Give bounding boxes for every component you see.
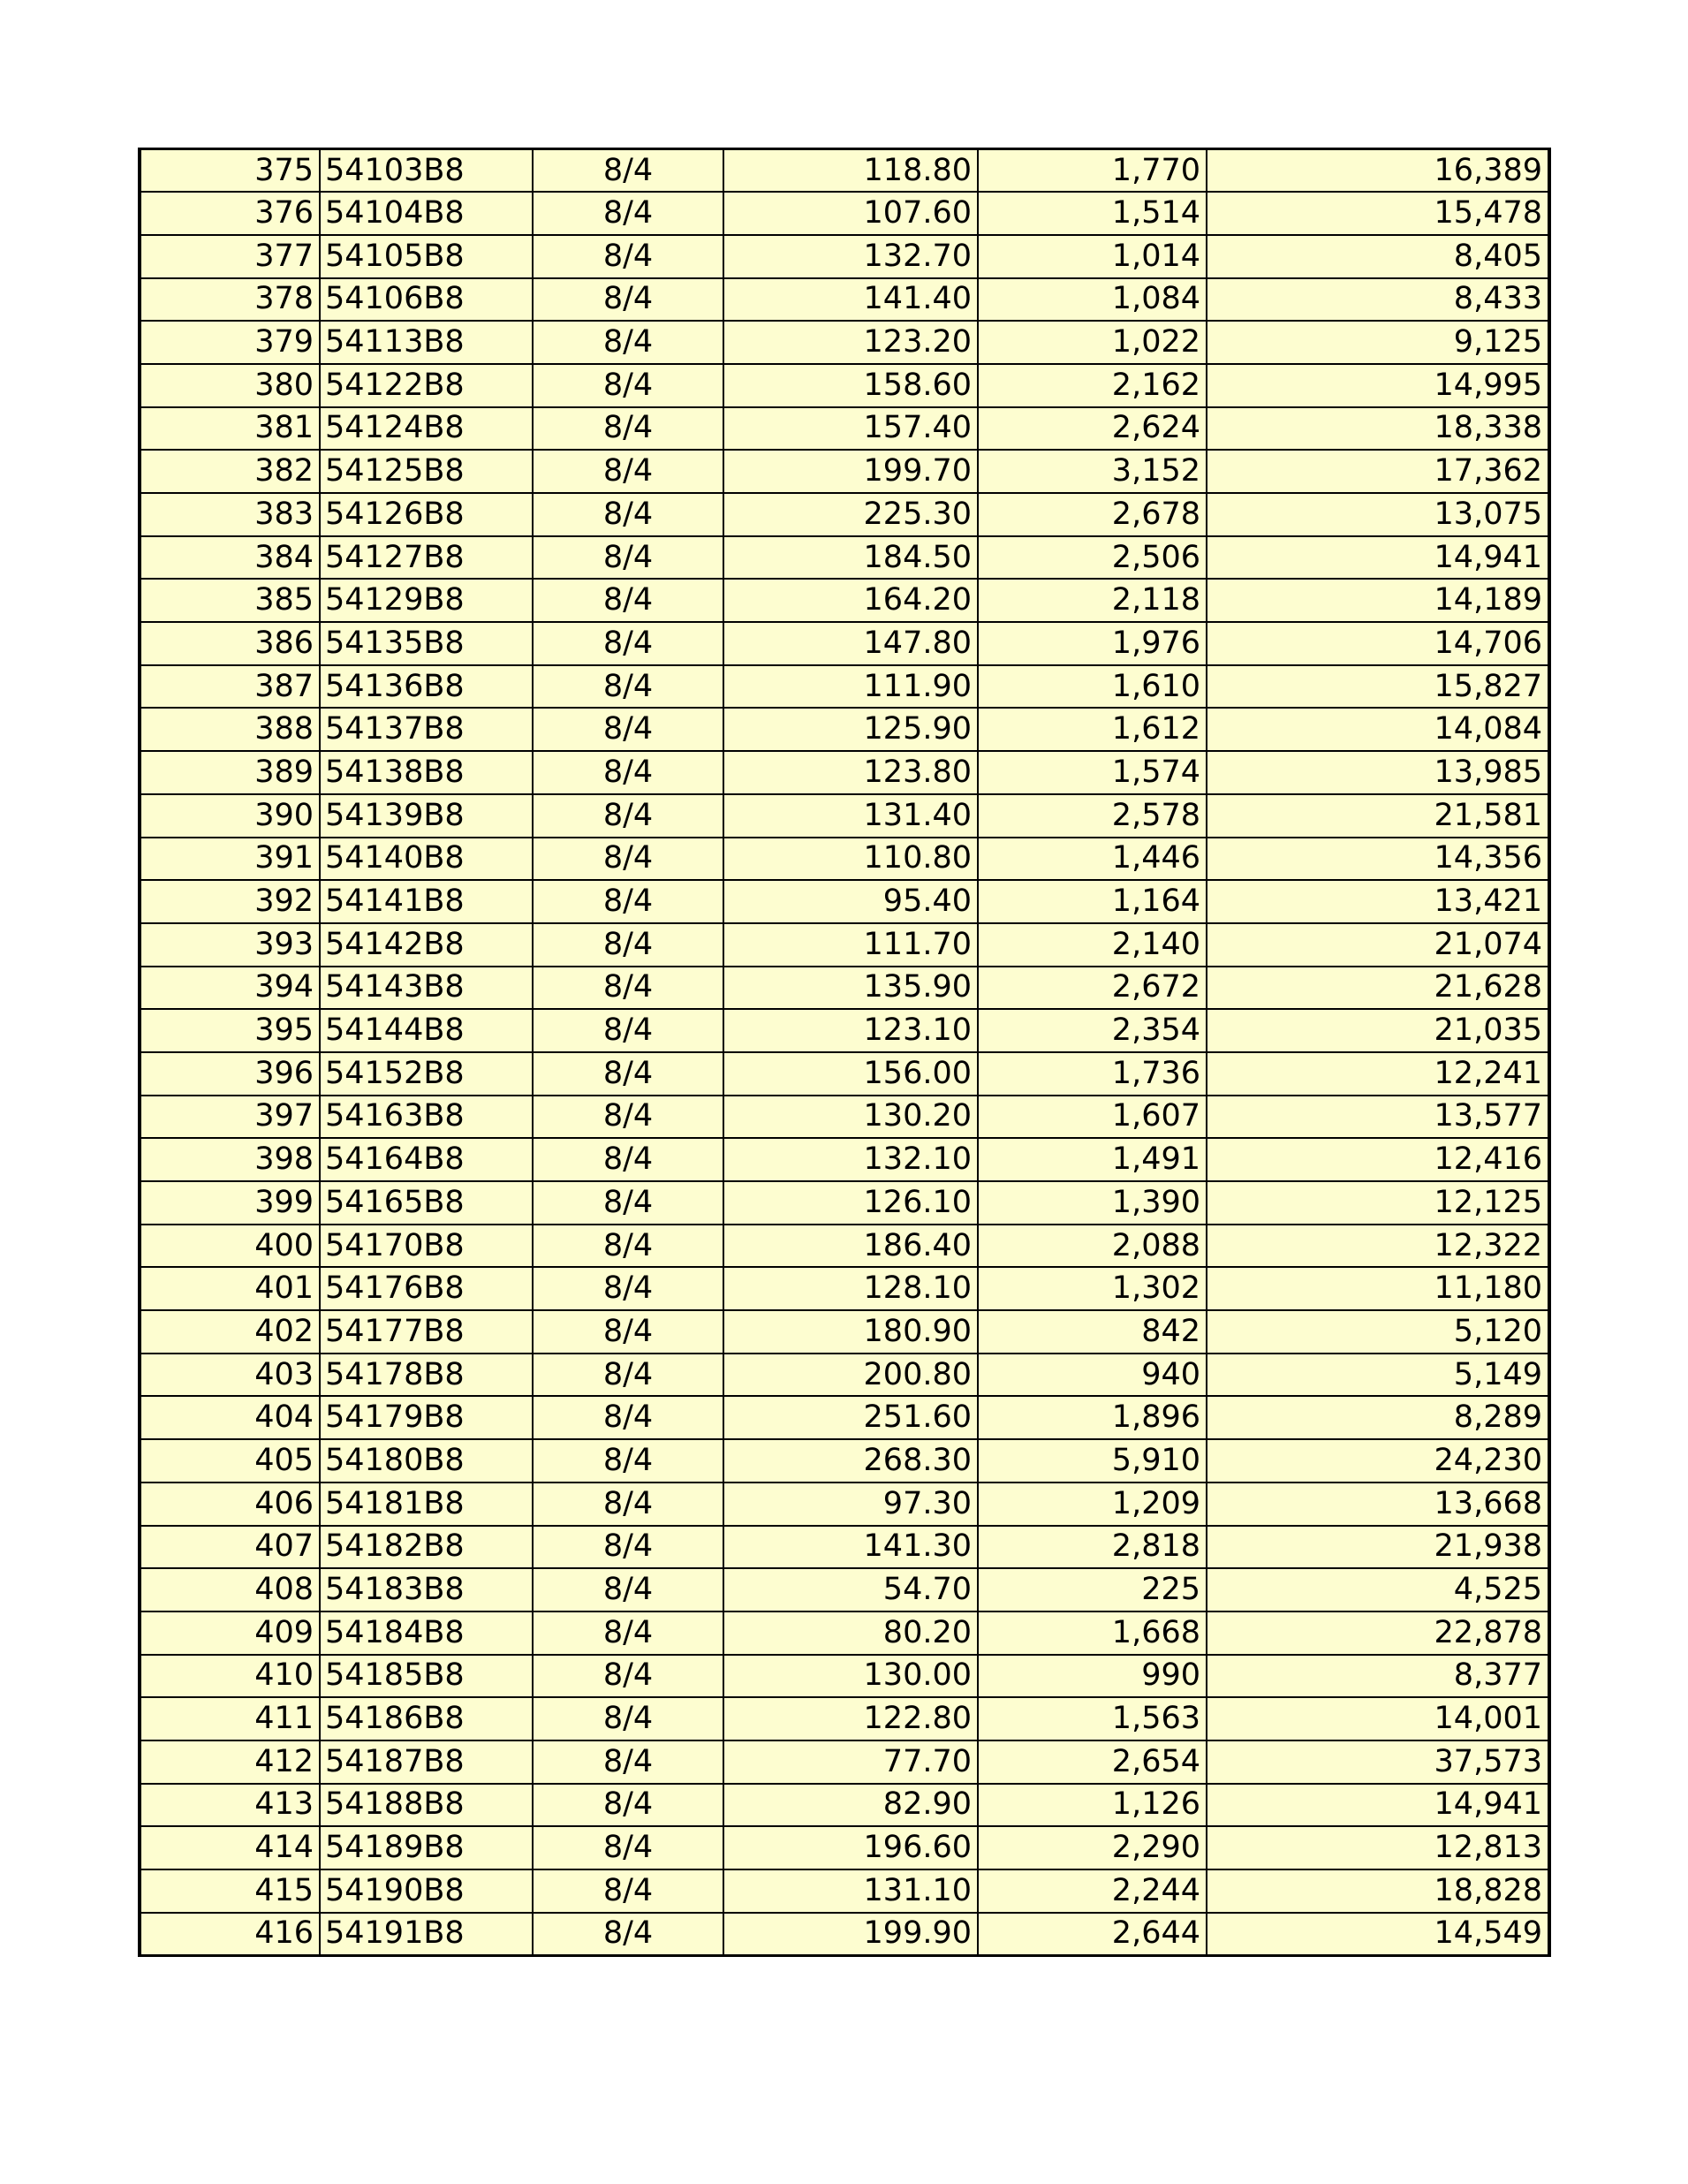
value-c-cell: 14,356 [1207, 838, 1549, 881]
value-b-cell: 1,302 [978, 1267, 1207, 1310]
item-id-cell: 54136B8 [320, 665, 533, 709]
size-cell: 8/4 [533, 1869, 723, 1913]
value-b-cell: 1,668 [978, 1611, 1207, 1655]
row-number-cell: 409 [140, 1611, 320, 1655]
value-a-cell: 111.70 [723, 923, 978, 967]
size-cell: 8/4 [533, 493, 723, 536]
row-number-cell: 397 [140, 1096, 320, 1139]
row-number-cell: 405 [140, 1439, 320, 1483]
item-id-cell: 54135B8 [320, 622, 533, 665]
table-row [140, 1138, 1549, 1181]
value-c-cell: 21,581 [1207, 794, 1549, 838]
value-b-cell: 225 [978, 1568, 1207, 1611]
value-b-cell: 1,563 [978, 1697, 1207, 1740]
table-row [140, 536, 1549, 580]
table-row [140, 1526, 1549, 1569]
value-a-cell: 184.50 [723, 536, 978, 580]
value-a-cell: 97.30 [723, 1483, 978, 1526]
value-c-cell: 21,628 [1207, 967, 1549, 1010]
item-id-cell: 54113B8 [320, 321, 533, 364]
value-b-cell: 1,736 [978, 1052, 1207, 1096]
item-id-cell: 54138B8 [320, 751, 533, 794]
value-c-cell: 15,478 [1207, 192, 1549, 235]
value-b-cell: 2,118 [978, 579, 1207, 622]
table-row [140, 450, 1549, 493]
value-a-cell: 130.20 [723, 1096, 978, 1139]
row-number-cell: 375 [140, 149, 320, 193]
value-a-cell: 131.10 [723, 1869, 978, 1913]
size-cell: 8/4 [533, 1697, 723, 1740]
value-c-cell: 17,362 [1207, 450, 1549, 493]
row-number-cell: 384 [140, 536, 320, 580]
row-number-cell: 396 [140, 1052, 320, 1096]
value-a-cell: 141.40 [723, 278, 978, 322]
value-a-cell: 126.10 [723, 1181, 978, 1225]
table-row [140, 1784, 1549, 1827]
value-c-cell: 13,075 [1207, 493, 1549, 536]
value-b-cell: 3,152 [978, 450, 1207, 493]
value-c-cell: 14,001 [1207, 1697, 1549, 1740]
value-c-cell: 12,125 [1207, 1181, 1549, 1225]
value-c-cell: 8,377 [1207, 1655, 1549, 1698]
value-a-cell: 186.40 [723, 1225, 978, 1268]
value-a-cell: 141.30 [723, 1526, 978, 1569]
size-cell: 8/4 [533, 1138, 723, 1181]
table-row [140, 1568, 1549, 1611]
value-c-cell: 16,389 [1207, 149, 1549, 193]
item-id-cell: 54103B8 [320, 149, 533, 193]
value-b-cell: 2,088 [978, 1225, 1207, 1268]
value-b-cell: 842 [978, 1310, 1207, 1354]
value-c-cell: 13,985 [1207, 751, 1549, 794]
value-b-cell: 1,514 [978, 192, 1207, 235]
value-b-cell: 1,084 [978, 278, 1207, 322]
value-c-cell: 8,433 [1207, 278, 1549, 322]
value-b-cell: 1,607 [978, 1096, 1207, 1139]
size-cell: 8/4 [533, 622, 723, 665]
size-cell: 8/4 [533, 1568, 723, 1611]
value-c-cell: 14,995 [1207, 364, 1549, 407]
table-row [140, 1740, 1549, 1784]
row-number-cell: 385 [140, 579, 320, 622]
size-cell: 8/4 [533, 1784, 723, 1827]
row-number-cell: 379 [140, 321, 320, 364]
row-number-cell: 413 [140, 1784, 320, 1827]
size-cell: 8/4 [533, 536, 723, 580]
value-c-cell: 11,180 [1207, 1267, 1549, 1310]
table-row [140, 192, 1549, 235]
item-id-cell: 54125B8 [320, 450, 533, 493]
item-id-cell: 54191B8 [320, 1913, 533, 1956]
value-b-cell: 1,209 [978, 1483, 1207, 1526]
table-row [140, 1096, 1549, 1139]
item-id-cell: 54139B8 [320, 794, 533, 838]
value-b-cell: 1,896 [978, 1396, 1207, 1439]
table-row [140, 838, 1549, 881]
value-b-cell: 2,818 [978, 1526, 1207, 1569]
row-number-cell: 376 [140, 192, 320, 235]
row-number-cell: 406 [140, 1483, 320, 1526]
row-number-cell: 390 [140, 794, 320, 838]
row-number-cell: 393 [140, 923, 320, 967]
value-c-cell: 12,322 [1207, 1225, 1549, 1268]
value-b-cell: 1,610 [978, 665, 1207, 709]
value-b-cell: 1,014 [978, 235, 1207, 278]
value-a-cell: 82.90 [723, 1784, 978, 1827]
item-id-cell: 54165B8 [320, 1181, 533, 1225]
row-number-cell: 386 [140, 622, 320, 665]
value-a-cell: 268.30 [723, 1439, 978, 1483]
item-id-cell: 54182B8 [320, 1526, 533, 1569]
value-c-cell: 13,421 [1207, 880, 1549, 923]
value-c-cell: 13,577 [1207, 1096, 1549, 1139]
value-c-cell: 4,525 [1207, 1568, 1549, 1611]
item-id-cell: 54183B8 [320, 1568, 533, 1611]
value-b-cell: 2,654 [978, 1740, 1207, 1784]
value-a-cell: 157.40 [723, 407, 978, 451]
table-row [140, 923, 1549, 967]
table-row [140, 880, 1549, 923]
table-row [140, 708, 1549, 751]
size-cell: 8/4 [533, 149, 723, 193]
row-number-cell: 416 [140, 1913, 320, 1956]
row-number-cell: 383 [140, 493, 320, 536]
value-b-cell: 1,126 [978, 1784, 1207, 1827]
value-a-cell: 135.90 [723, 967, 978, 1010]
item-id-cell: 54187B8 [320, 1740, 533, 1784]
value-b-cell: 1,164 [978, 880, 1207, 923]
item-id-cell: 54141B8 [320, 880, 533, 923]
value-c-cell: 9,125 [1207, 321, 1549, 364]
item-id-cell: 54186B8 [320, 1697, 533, 1740]
value-c-cell: 12,416 [1207, 1138, 1549, 1181]
value-c-cell: 37,573 [1207, 1740, 1549, 1784]
size-cell: 8/4 [533, 1009, 723, 1052]
size-cell: 8/4 [533, 321, 723, 364]
value-a-cell: 125.90 [723, 708, 978, 751]
table-row [140, 1310, 1549, 1354]
value-a-cell: 132.10 [723, 1138, 978, 1181]
value-c-cell: 14,941 [1207, 536, 1549, 580]
table-row [140, 149, 1549, 193]
value-a-cell: 110.80 [723, 838, 978, 881]
item-id-cell: 54176B8 [320, 1267, 533, 1310]
row-number-cell: 381 [140, 407, 320, 451]
value-c-cell: 8,405 [1207, 235, 1549, 278]
value-b-cell: 2,644 [978, 1913, 1207, 1956]
row-number-cell: 403 [140, 1354, 320, 1397]
table-row [140, 1225, 1549, 1268]
table-row [140, 1483, 1549, 1526]
size-cell: 8/4 [533, 235, 723, 278]
value-c-cell: 14,941 [1207, 1784, 1549, 1827]
size-cell: 8/4 [533, 1354, 723, 1397]
table-row [140, 1052, 1549, 1096]
table-row [140, 493, 1549, 536]
table-row [140, 579, 1549, 622]
value-b-cell: 1,976 [978, 622, 1207, 665]
size-cell: 8/4 [533, 880, 723, 923]
value-c-cell: 15,827 [1207, 665, 1549, 709]
value-b-cell: 2,578 [978, 794, 1207, 838]
row-number-cell: 404 [140, 1396, 320, 1439]
table-row [140, 1396, 1549, 1439]
value-c-cell: 21,035 [1207, 1009, 1549, 1052]
item-id-cell: 54163B8 [320, 1096, 533, 1139]
value-a-cell: 54.70 [723, 1568, 978, 1611]
row-number-cell: 415 [140, 1869, 320, 1913]
value-b-cell: 940 [978, 1354, 1207, 1397]
row-number-cell: 394 [140, 967, 320, 1010]
value-b-cell: 990 [978, 1655, 1207, 1698]
item-id-cell: 54181B8 [320, 1483, 533, 1526]
row-number-cell: 400 [140, 1225, 320, 1268]
value-b-cell: 1,770 [978, 149, 1207, 193]
size-cell: 8/4 [533, 450, 723, 493]
value-a-cell: 156.00 [723, 1052, 978, 1096]
table-row [140, 1611, 1549, 1655]
item-id-cell: 54185B8 [320, 1655, 533, 1698]
size-cell: 8/4 [533, 192, 723, 235]
table-row [140, 1697, 1549, 1740]
item-id-cell: 54124B8 [320, 407, 533, 451]
row-number-cell: 408 [140, 1568, 320, 1611]
row-number-cell: 407 [140, 1526, 320, 1569]
value-b-cell: 2,672 [978, 967, 1207, 1010]
size-cell: 8/4 [533, 1396, 723, 1439]
value-c-cell: 14,084 [1207, 708, 1549, 751]
item-id-cell: 54144B8 [320, 1009, 533, 1052]
size-cell: 8/4 [533, 407, 723, 451]
value-a-cell: 128.10 [723, 1267, 978, 1310]
value-c-cell: 21,074 [1207, 923, 1549, 967]
size-cell: 8/4 [533, 1526, 723, 1569]
row-number-cell: 410 [140, 1655, 320, 1698]
row-number-cell: 411 [140, 1697, 320, 1740]
value-b-cell: 1,491 [978, 1138, 1207, 1181]
item-id-cell: 54152B8 [320, 1052, 533, 1096]
size-cell: 8/4 [533, 1655, 723, 1698]
value-c-cell: 18,338 [1207, 407, 1549, 451]
size-cell: 8/4 [533, 1310, 723, 1354]
size-cell: 8/4 [533, 967, 723, 1010]
item-id-cell: 54140B8 [320, 838, 533, 881]
table-row [140, 1181, 1549, 1225]
value-b-cell: 5,910 [978, 1439, 1207, 1483]
value-a-cell: 200.80 [723, 1354, 978, 1397]
value-b-cell: 2,506 [978, 536, 1207, 580]
row-number-cell: 387 [140, 665, 320, 709]
size-cell: 8/4 [533, 838, 723, 881]
value-c-cell: 22,878 [1207, 1611, 1549, 1655]
row-number-cell: 395 [140, 1009, 320, 1052]
value-b-cell: 1,446 [978, 838, 1207, 881]
item-id-cell: 54170B8 [320, 1225, 533, 1268]
row-number-cell: 382 [140, 450, 320, 493]
value-a-cell: 118.80 [723, 149, 978, 193]
size-cell: 8/4 [533, 708, 723, 751]
item-id-cell: 54188B8 [320, 1784, 533, 1827]
table-row [140, 1439, 1549, 1483]
value-c-cell: 8,289 [1207, 1396, 1549, 1439]
size-cell: 8/4 [533, 1483, 723, 1526]
value-c-cell: 18,828 [1207, 1869, 1549, 1913]
value-a-cell: 130.00 [723, 1655, 978, 1698]
value-b-cell: 1,612 [978, 708, 1207, 751]
value-a-cell: 196.60 [723, 1826, 978, 1869]
value-b-cell: 1,574 [978, 751, 1207, 794]
table-row [140, 1267, 1549, 1310]
size-cell: 8/4 [533, 364, 723, 407]
value-c-cell: 21,938 [1207, 1526, 1549, 1569]
table-row [140, 967, 1549, 1010]
value-b-cell: 2,354 [978, 1009, 1207, 1052]
size-cell: 8/4 [533, 1096, 723, 1139]
value-c-cell: 13,668 [1207, 1483, 1549, 1526]
item-id-cell: 54126B8 [320, 493, 533, 536]
value-a-cell: 111.90 [723, 665, 978, 709]
item-id-cell: 54177B8 [320, 1310, 533, 1354]
item-id-cell: 54127B8 [320, 536, 533, 580]
value-c-cell: 12,813 [1207, 1826, 1549, 1869]
value-c-cell: 5,120 [1207, 1310, 1549, 1354]
value-a-cell: 164.20 [723, 579, 978, 622]
data-table [138, 148, 1551, 1957]
value-a-cell: 147.80 [723, 622, 978, 665]
value-a-cell: 95.40 [723, 880, 978, 923]
row-number-cell: 392 [140, 880, 320, 923]
row-number-cell: 377 [140, 235, 320, 278]
row-number-cell: 391 [140, 838, 320, 881]
value-a-cell: 77.70 [723, 1740, 978, 1784]
row-number-cell: 401 [140, 1267, 320, 1310]
table-row [140, 235, 1549, 278]
row-number-cell: 398 [140, 1138, 320, 1181]
size-cell: 8/4 [533, 1225, 723, 1268]
item-id-cell: 54178B8 [320, 1354, 533, 1397]
size-cell: 8/4 [533, 1913, 723, 1956]
value-b-cell: 2,162 [978, 364, 1207, 407]
table-row [140, 321, 1549, 364]
table-row [140, 1826, 1549, 1869]
size-cell: 8/4 [533, 278, 723, 322]
size-cell: 8/4 [533, 579, 723, 622]
row-number-cell: 402 [140, 1310, 320, 1354]
value-a-cell: 123.80 [723, 751, 978, 794]
item-id-cell: 54104B8 [320, 192, 533, 235]
value-b-cell: 2,624 [978, 407, 1207, 451]
value-c-cell: 14,706 [1207, 622, 1549, 665]
item-id-cell: 54180B8 [320, 1439, 533, 1483]
row-number-cell: 380 [140, 364, 320, 407]
table-row [140, 364, 1549, 407]
value-c-cell: 12,241 [1207, 1052, 1549, 1096]
item-id-cell: 54106B8 [320, 278, 533, 322]
item-id-cell: 54143B8 [320, 967, 533, 1010]
row-number-cell: 389 [140, 751, 320, 794]
size-cell: 8/4 [533, 1439, 723, 1483]
table-row [140, 1869, 1549, 1913]
item-id-cell: 54142B8 [320, 923, 533, 967]
size-cell: 8/4 [533, 1052, 723, 1096]
size-cell: 8/4 [533, 1267, 723, 1310]
size-cell: 8/4 [533, 1611, 723, 1655]
table-row [140, 278, 1549, 322]
item-id-cell: 54137B8 [320, 708, 533, 751]
size-cell: 8/4 [533, 1826, 723, 1869]
row-number-cell: 399 [140, 1181, 320, 1225]
table-row [140, 1655, 1549, 1698]
value-a-cell: 122.80 [723, 1697, 978, 1740]
table-row [140, 1913, 1549, 1956]
size-cell: 8/4 [533, 794, 723, 838]
table-row [140, 1354, 1549, 1397]
value-c-cell: 14,549 [1207, 1913, 1549, 1956]
value-a-cell: 180.90 [723, 1310, 978, 1354]
value-a-cell: 131.40 [723, 794, 978, 838]
item-id-cell: 54189B8 [320, 1826, 533, 1869]
value-a-cell: 80.20 [723, 1611, 978, 1655]
value-b-cell: 1,022 [978, 321, 1207, 364]
value-a-cell: 199.90 [723, 1913, 978, 1956]
row-number-cell: 412 [140, 1740, 320, 1784]
size-cell: 8/4 [533, 1740, 723, 1784]
size-cell: 8/4 [533, 665, 723, 709]
item-id-cell: 54164B8 [320, 1138, 533, 1181]
row-number-cell: 378 [140, 278, 320, 322]
table-row [140, 751, 1549, 794]
item-id-cell: 54129B8 [320, 579, 533, 622]
table-row [140, 1009, 1549, 1052]
table-row [140, 407, 1549, 451]
value-a-cell: 251.60 [723, 1396, 978, 1439]
value-a-cell: 199.70 [723, 450, 978, 493]
row-number-cell: 388 [140, 708, 320, 751]
value-c-cell: 24,230 [1207, 1439, 1549, 1483]
item-id-cell: 54179B8 [320, 1396, 533, 1439]
size-cell: 8/4 [533, 751, 723, 794]
row-number-cell: 414 [140, 1826, 320, 1869]
value-c-cell: 5,149 [1207, 1354, 1549, 1397]
value-a-cell: 123.10 [723, 1009, 978, 1052]
item-id-cell: 54122B8 [320, 364, 533, 407]
value-a-cell: 158.60 [723, 364, 978, 407]
value-c-cell: 14,189 [1207, 579, 1549, 622]
value-a-cell: 107.60 [723, 192, 978, 235]
table-row [140, 665, 1549, 709]
value-b-cell: 2,140 [978, 923, 1207, 967]
item-id-cell: 54184B8 [320, 1611, 533, 1655]
value-a-cell: 132.70 [723, 235, 978, 278]
table-row [140, 622, 1549, 665]
value-b-cell: 1,390 [978, 1181, 1207, 1225]
item-id-cell: 54105B8 [320, 235, 533, 278]
value-b-cell: 2,678 [978, 493, 1207, 536]
table-body [140, 149, 1549, 1956]
value-b-cell: 2,244 [978, 1869, 1207, 1913]
table-row [140, 794, 1549, 838]
value-a-cell: 225.30 [723, 493, 978, 536]
size-cell: 8/4 [533, 923, 723, 967]
value-a-cell: 123.20 [723, 321, 978, 364]
item-id-cell: 54190B8 [320, 1869, 533, 1913]
size-cell: 8/4 [533, 1181, 723, 1225]
value-b-cell: 2,290 [978, 1826, 1207, 1869]
